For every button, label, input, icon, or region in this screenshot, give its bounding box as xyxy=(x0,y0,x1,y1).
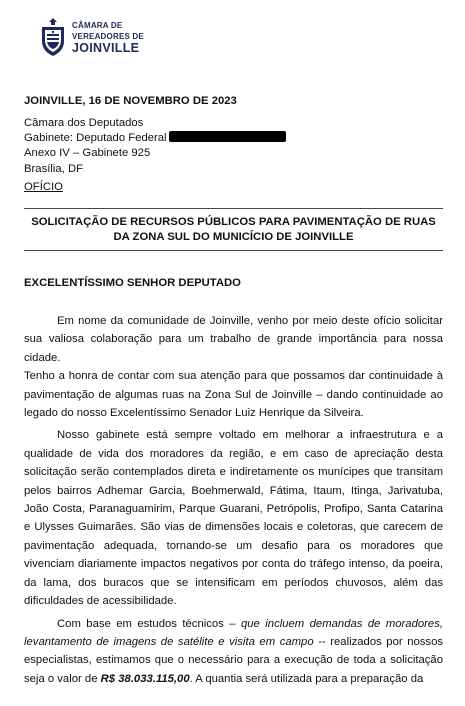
chamber-emblem-icon xyxy=(38,17,68,57)
paragraph-2: Tenho a honra de contar com sua atenção para que possamos dar continuidade à pavimentação de algumas ruas na Zona Sul de Joinville – dando continuidade ao legado do nosso Excelentíssimo Senador Luiz Henrique da Silveira. xyxy=(24,370,443,420)
paragraph-3: Nosso gabinete está sempre voltado em melhorar a infraestrutura e a qualidade de vida dos moradores da região, e em caso de apreciação desta solicitação serão contemplados direta e indiretamente os munícipes que transitam pelos bairros Adhemar Garcia, Boehmerwald, Fátima, Itaum, Itinga, Jarivatuba, João Costa, Paranaguamirim, Parque Guarani, Petrópolis, Profipo, Santa Catarina e Ulysses Guimarães. São vias de dimensões locais e coletoras, que carecem de pavimentação adequada, tornando-se um desafio para os moradores que vivenciam diariamente impactos negativos por conta do tráfego intenso, da poeira, da lama, dos buracos que se intensificam em períodos chuvosos, além das dificuldades de acessibilidade. xyxy=(24,429,443,608)
recipient-office: Gabinete: Deputado Federal xyxy=(24,132,167,145)
date-line: JOINVILLE, 16 DE NOVEMBRO DE 2023 xyxy=(24,95,237,107)
letterhead-line-1: CÂMARA DE xyxy=(72,20,123,30)
subject-heading: SOLICITAÇÃO DE RECURSOS PÚBLICOS PARA PAVIMENTAÇÃO DE RUAS DA ZONA SUL DO MUNICÍCIO DE JOINVILLE xyxy=(31,216,436,244)
salutation: EXCELENTÍSSIMO SENHOR DEPUTADO xyxy=(24,277,241,289)
redacted-name xyxy=(169,131,286,142)
paragraph-4-part-d: . A quantia será utilizada para a preparação da xyxy=(189,672,424,685)
requested-value: R$ 38.033.115,00 xyxy=(100,672,190,685)
paragraph-4-italic: – que incluem demandas de moradores, levantamento de imagens de satélite e visita em campo -- xyxy=(24,617,443,648)
paragraph-4-part-a: Com base em estudos técnicos xyxy=(57,617,230,630)
subject-box xyxy=(24,208,443,251)
recipient-address xyxy=(24,116,443,177)
recipient-line-2 xyxy=(24,131,443,146)
letterhead-line-2: VEREADORES DE xyxy=(72,31,144,41)
document-type: OFÍCIO xyxy=(24,181,63,193)
paragraph-1: Em nome da comunidade de Joinville, venho por meio deste ofício solicitar sua valiosa colaboração para um trabalho de grande importância para nossa cidade. xyxy=(24,315,443,364)
letterhead-line-3: JOINVILLE xyxy=(72,40,140,55)
recipient-line-1: Câmara dos Deputados xyxy=(24,117,144,129)
recipient-line-4: Brasília, DF xyxy=(24,162,84,175)
paragraph-4 xyxy=(24,615,443,689)
recipient-line-3: Anexo IV – Gabinete 925 xyxy=(24,147,151,160)
letterhead-logo xyxy=(38,17,144,57)
paragraph-4-part-c: realizados por nossos especialistas, estimamos que o necessário para a execução de toda a solicitação seja o valor de xyxy=(24,635,443,685)
letter-body xyxy=(24,312,443,688)
